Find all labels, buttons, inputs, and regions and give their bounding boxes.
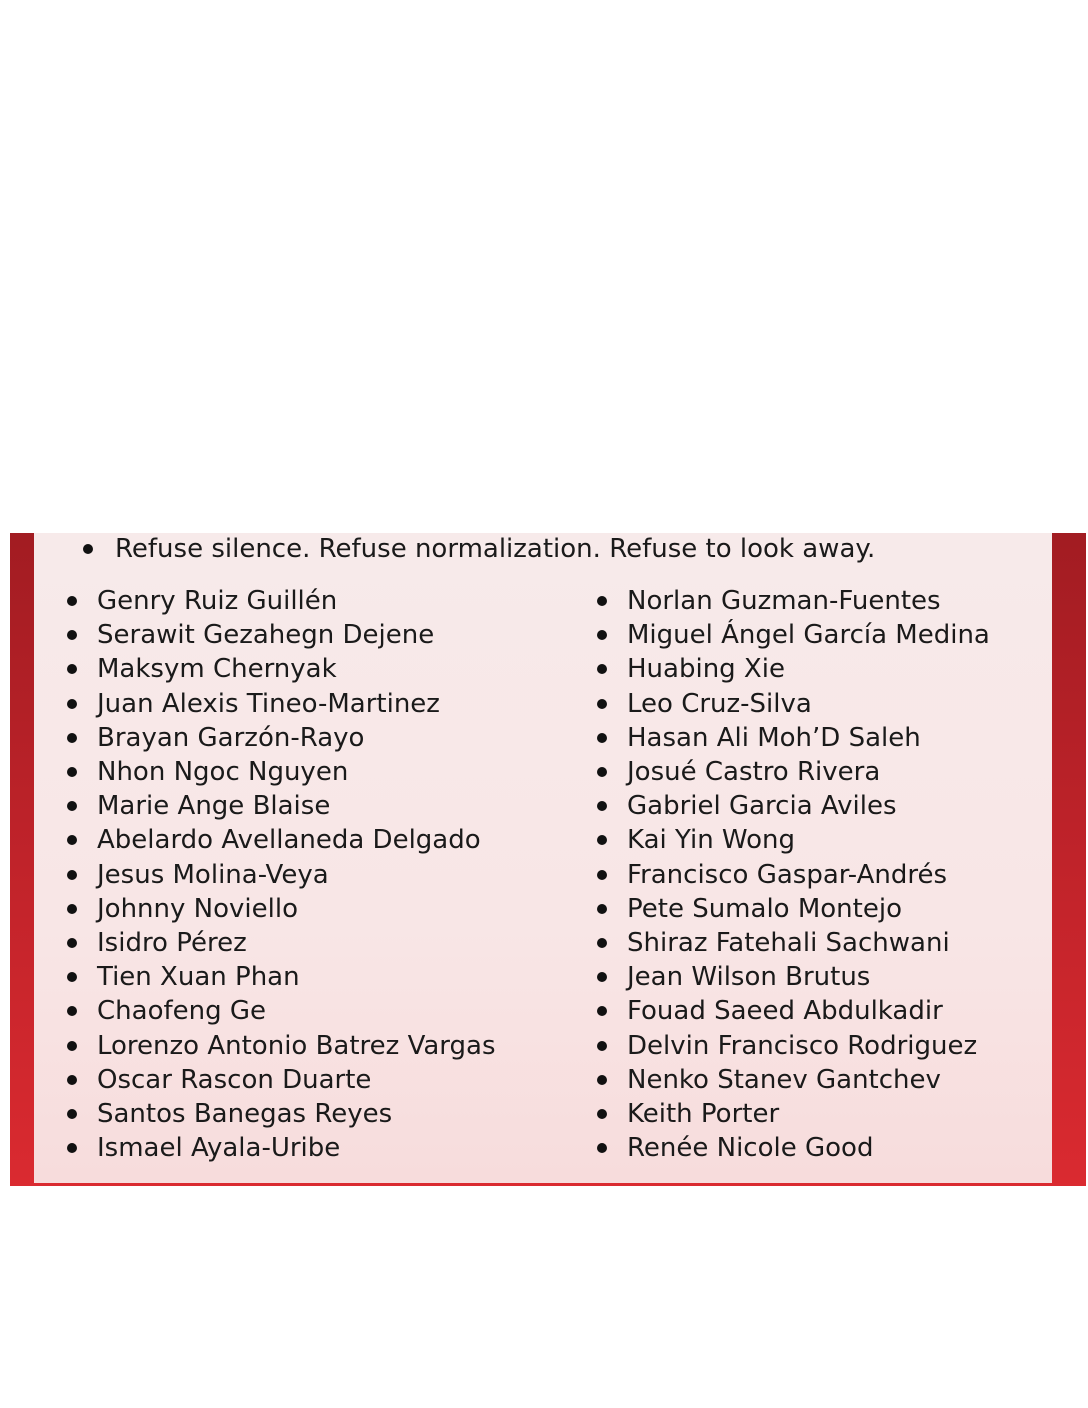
- name-text: Keith Porter: [627, 1098, 780, 1129]
- list-item: [597, 1131, 990, 1165]
- list-item: [597, 892, 990, 926]
- name-text: Isidro Pérez: [97, 927, 247, 958]
- bullet-icon: [67, 972, 77, 982]
- list-item: [67, 618, 496, 652]
- bullet-icon: [67, 733, 77, 743]
- name-text: Delvin Francisco Rodriguez: [627, 1030, 978, 1061]
- bullet-icon: [597, 699, 607, 709]
- bullet-icon: [597, 904, 607, 914]
- bullet-icon: [597, 1109, 607, 1119]
- bullet-icon: [67, 1109, 77, 1119]
- bullet-icon: [597, 596, 607, 606]
- name-text: Chaofeng Ge: [97, 996, 267, 1027]
- name-text: Oscar Rascon Duarte: [97, 1064, 372, 1095]
- names-column-right: [597, 584, 990, 1165]
- list-item: [597, 652, 990, 686]
- name-text: Abelardo Avellaneda Delgado: [97, 825, 481, 856]
- bullet-icon: [597, 835, 607, 845]
- name-text: Josué Castro Rivera: [627, 757, 881, 788]
- bullet-icon: [597, 801, 607, 811]
- name-text: Brayan Garzón-Rayo: [97, 722, 365, 753]
- name-text: Jesus Molina-Veya: [97, 859, 329, 890]
- name-text: Miguel Ángel García Medina: [627, 620, 990, 651]
- bullet-icon: [83, 544, 93, 554]
- name-text: Genry Ruiz Guillén: [97, 586, 338, 617]
- list-item: [597, 823, 990, 857]
- bullet-icon: [67, 699, 77, 709]
- list-item: [67, 755, 496, 789]
- bullet-icon: [67, 630, 77, 640]
- bullet-icon: [67, 870, 77, 880]
- name-list-card: [34, 533, 1052, 1183]
- name-text: Tien Xuan Phan: [97, 962, 300, 993]
- name-text: Nhon Ngoc Nguyen: [97, 757, 349, 788]
- memorial-panel: [10, 533, 1086, 1186]
- name-text: Francisco Gaspar-Andrés: [627, 859, 948, 890]
- list-item: [597, 960, 990, 994]
- bullet-icon: [597, 870, 607, 880]
- bullet-icon: [597, 767, 607, 777]
- name-text: Shiraz Fatehali Sachwani: [627, 927, 950, 958]
- list-item: [597, 1028, 990, 1062]
- list-item: [67, 823, 496, 857]
- bullet-icon: [597, 630, 607, 640]
- list-item: [67, 1131, 496, 1165]
- bullet-icon: [67, 767, 77, 777]
- list-item: [67, 960, 496, 994]
- name-text: Huabing Xie: [627, 654, 785, 685]
- name-text: Leo Cruz-Silva: [627, 688, 812, 719]
- bullet-icon: [67, 1143, 77, 1153]
- bullet-icon: [67, 1075, 77, 1085]
- bullet-icon: [597, 733, 607, 743]
- name-text: Gabriel Garcia Aviles: [627, 791, 897, 822]
- list-item: [67, 1097, 496, 1131]
- name-text: Serawit Gezahegn Dejene: [97, 620, 435, 651]
- list-item: [67, 858, 496, 892]
- list-item: [597, 858, 990, 892]
- list-item: [597, 1063, 990, 1097]
- list-item: [67, 652, 496, 686]
- bullet-icon: [67, 938, 77, 948]
- bullet-icon: [67, 801, 77, 811]
- bullet-icon: [597, 1041, 607, 1051]
- list-item: [597, 994, 990, 1028]
- list-item: [67, 1028, 496, 1062]
- intro-text: Refuse silence. Refuse normalization. Refuse to look away.: [115, 534, 876, 564]
- list-item: [597, 1097, 990, 1131]
- name-text: Nenko Stanev Gantchev: [627, 1064, 941, 1095]
- bullet-icon: [67, 1006, 77, 1016]
- bullet-icon: [597, 1143, 607, 1153]
- bullet-icon: [597, 1075, 607, 1085]
- name-text: Kai Yin Wong: [627, 825, 796, 856]
- bullet-icon: [67, 596, 77, 606]
- name-text: Norlan Guzman-Fuentes: [627, 586, 941, 617]
- list-item: [597, 926, 990, 960]
- name-text: Renée Nicole Good: [627, 1133, 874, 1164]
- name-text: Johnny Noviello: [97, 893, 298, 924]
- names-column-left: [67, 584, 496, 1165]
- name-text: Ismael Ayala-Uribe: [97, 1133, 341, 1164]
- bullet-icon: [597, 1006, 607, 1016]
- list-item: [597, 584, 990, 618]
- list-item: [67, 687, 496, 721]
- name-text: Hasan Ali Moh’D Saleh: [627, 722, 921, 753]
- list-item: [67, 1063, 496, 1097]
- name-text: Fouad Saeed Abdulkadir: [627, 996, 943, 1027]
- bullet-icon: [67, 904, 77, 914]
- list-item: [597, 755, 990, 789]
- list-item: [67, 789, 496, 823]
- name-text: Juan Alexis Tineo-Martinez: [97, 688, 440, 719]
- list-item: [67, 892, 496, 926]
- bullet-icon: [597, 938, 607, 948]
- list-item: [67, 926, 496, 960]
- list-item: [597, 618, 990, 652]
- name-text: Maksym Chernyak: [97, 654, 337, 685]
- list-item: [67, 584, 496, 618]
- name-text: Lorenzo Antonio Batrez Vargas: [97, 1030, 496, 1061]
- bullet-icon: [597, 664, 607, 674]
- bullet-icon: [67, 1041, 77, 1051]
- bullet-icon: [67, 664, 77, 674]
- list-item: [597, 789, 990, 823]
- name-text: Santos Banegas Reyes: [97, 1098, 393, 1129]
- intro-line: [83, 533, 875, 565]
- bullet-icon: [597, 972, 607, 982]
- bullet-icon: [67, 835, 77, 845]
- list-item: [67, 721, 496, 755]
- list-item: [67, 994, 496, 1028]
- list-item: [597, 721, 990, 755]
- name-text: Marie Ange Blaise: [97, 791, 331, 822]
- name-text: Jean Wilson Brutus: [627, 962, 871, 993]
- name-text: Pete Sumalo Montejo: [627, 893, 902, 924]
- list-item: [597, 687, 990, 721]
